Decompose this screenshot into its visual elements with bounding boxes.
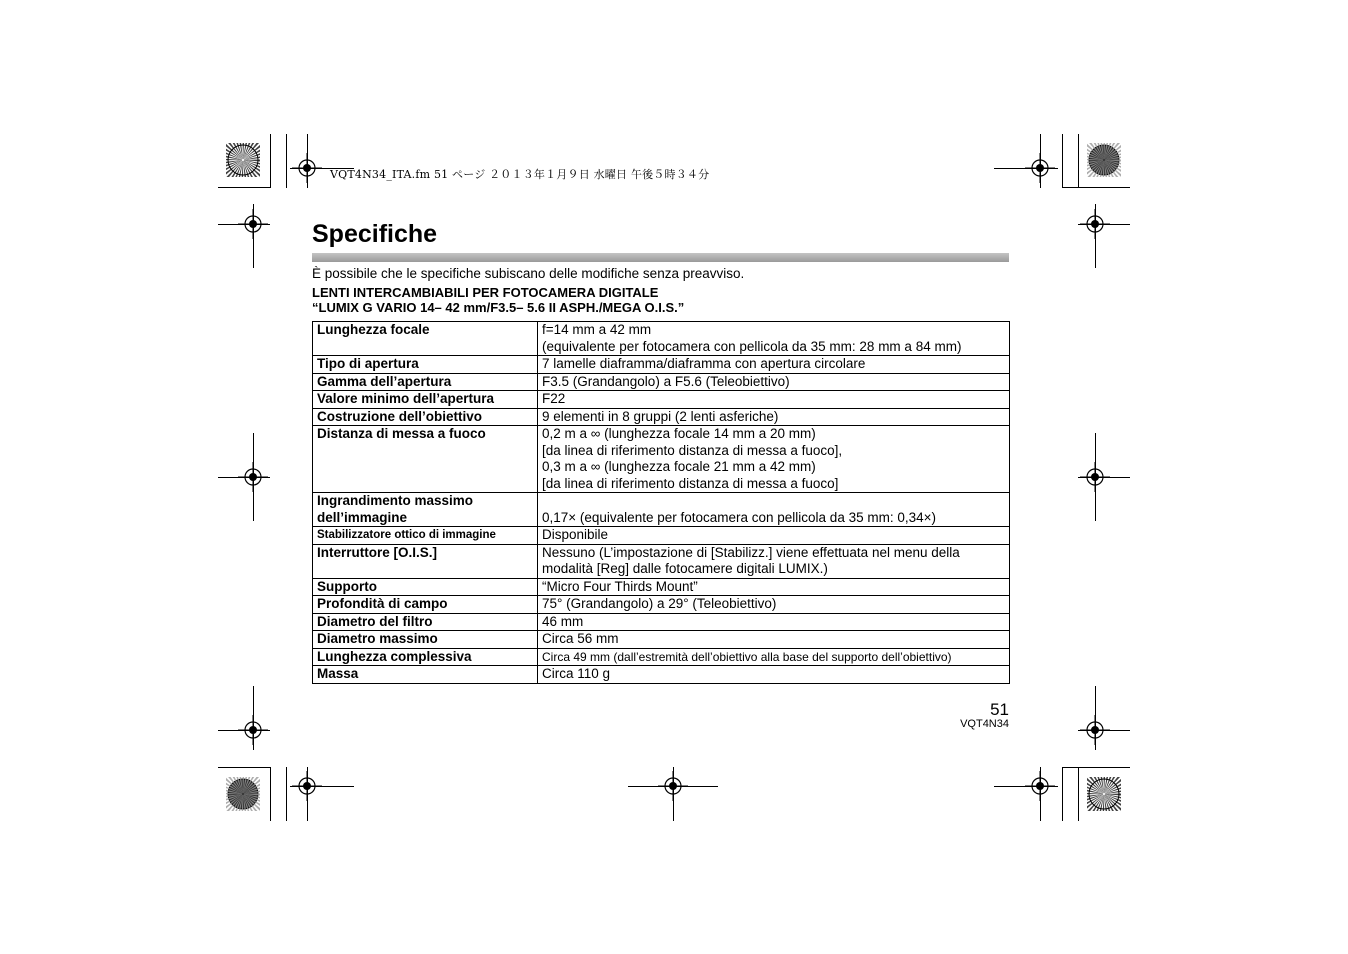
spec-value: Circa 56 mm <box>538 631 1010 649</box>
spec-label: Interruttore [O.I.S.] <box>313 544 538 578</box>
spec-value: F3.5 (Grandangolo) a F5.6 (Teleobiettivo) <box>538 373 1010 391</box>
spec-label: Diametro del filtro <box>313 613 538 631</box>
starburst-mark-icon <box>226 143 260 177</box>
spec-label: Massa <box>313 666 538 684</box>
table-row <box>313 373 1010 391</box>
spec-table <box>312 321 1010 684</box>
product-category-heading: LENTI INTERCAMBIABILI PER FOTOCAMERA DIGITALE <box>312 285 659 300</box>
spec-value-line: 0,3 m a ∞ (lunghezza focale 21 mm a 42 mm) <box>542 459 816 474</box>
spec-value: “Micro Four Thirds Mount” <box>538 578 1010 596</box>
spec-value-line: f=14 mm a 42 mm <box>542 322 652 337</box>
spec-value: Circa 110 g <box>538 666 1010 684</box>
table-row <box>313 527 1010 545</box>
product-name-heading: “LUMIX G VARIO 14– 42 mm/F3.5– 5.6 II ASPH./MEGA O.I.S.” <box>312 300 685 315</box>
spec-value: 46 mm <box>538 613 1010 631</box>
spec-label: Profondità di campo <box>313 596 538 614</box>
table-row <box>313 493 1010 527</box>
page-number: 51 <box>990 700 1009 719</box>
spec-value-line: modalità [Reg] dalle fotocamere digitali LUMIX.) <box>542 561 828 576</box>
spec-value-line: [da linea di riferimento distanza di messa a fuoco] <box>542 475 839 491</box>
registration-mark-icon <box>1025 153 1055 183</box>
table-row <box>313 648 1010 666</box>
spec-value <box>538 322 1010 356</box>
disclaimer-text: È possibile che le specifiche subiscano delle modifiche senza preavviso. <box>312 266 745 281</box>
spec-value-line: (equivalente per fotocamera con pellicola da 35 mm: 28 mm a 84 mm) <box>542 338 962 354</box>
registration-mark-icon <box>1080 209 1110 239</box>
registration-mark-icon <box>292 153 322 183</box>
spec-value: 0,17× (equivalente per fotocamera con pellicola da 35 mm: 0,34×) <box>538 493 1010 527</box>
spec-label: Lunghezza focale <box>313 322 538 356</box>
starburst-mark-icon <box>1087 143 1121 177</box>
spec-value: 75° (Grandangolo) a 29° (Teleobiettivo) <box>538 596 1010 614</box>
spec-label: Lunghezza complessiva <box>313 648 538 666</box>
print-header-line: VQT4N34_ITA.fm 51 ページ ２０１３年１月９日 水曜日 午後５時３４分 <box>330 168 710 181</box>
spec-label: Valore minimo dell’apertura <box>313 391 538 409</box>
spec-value-line: 0,2 m a ∞ (lunghezza focale 14 mm a 20 mm) <box>542 426 816 441</box>
spec-label-line: dell’immagine <box>317 509 408 525</box>
spec-value: F22 <box>538 391 1010 409</box>
starburst-mark-icon <box>226 777 260 811</box>
spec-value: 7 lamelle diaframma/diaframma con apertura circolare <box>538 356 1010 374</box>
spec-label: Gamma dell’apertura <box>313 373 538 391</box>
spec-label: Distanza di messa a fuoco <box>313 426 538 493</box>
spec-value: 9 elementi in 8 gruppi (2 lenti asferiche) <box>538 408 1010 426</box>
registration-mark-icon <box>238 462 268 492</box>
spec-label: Tipo di apertura <box>313 356 538 374</box>
registration-mark-icon <box>1080 715 1110 745</box>
page-title: Specifiche <box>312 220 438 248</box>
spec-value-line: Nessuno (L’impostazione di [Stabilizz.] viene effettuata nel menu della <box>542 544 960 560</box>
spec-label: Diametro massimo <box>313 631 538 649</box>
table-row <box>313 596 1010 614</box>
spec-label: Supporto <box>313 578 538 596</box>
title-underline-bar <box>312 253 1009 262</box>
spec-value <box>538 544 1010 578</box>
spec-label-line: Ingrandimento massimo <box>317 493 474 508</box>
registration-mark-icon <box>1025 771 1055 801</box>
starburst-mark-icon <box>1087 777 1121 811</box>
spec-label: Stabilizzatore ottico di immagine <box>313 527 538 545</box>
document-code: VQT4N34 <box>960 718 1009 730</box>
table-row <box>313 613 1010 631</box>
registration-mark-icon <box>1080 462 1110 492</box>
spec-value-line: [da linea di riferimento distanza di messa a fuoco], <box>542 442 843 458</box>
table-row <box>313 408 1010 426</box>
table-row <box>313 631 1010 649</box>
table-row <box>313 391 1010 409</box>
spec-value: Disponibile <box>538 527 1010 545</box>
table-row <box>313 578 1010 596</box>
table-row <box>313 322 1010 356</box>
table-row <box>313 426 1010 493</box>
table-row <box>313 356 1010 374</box>
spec-label: Costruzione dell’obiettivo <box>313 408 538 426</box>
table-row <box>313 544 1010 578</box>
registration-mark-icon <box>238 715 268 745</box>
registration-mark-icon <box>238 209 268 239</box>
spec-label <box>313 493 538 527</box>
registration-mark-icon <box>292 771 322 801</box>
spec-value <box>538 426 1010 493</box>
table-row <box>313 666 1010 684</box>
spec-value: Circa 49 mm (dall’estremità dell’obiettivo alla base del supporto dell’obiettivo) <box>538 648 1010 666</box>
registration-mark-icon <box>658 771 688 801</box>
